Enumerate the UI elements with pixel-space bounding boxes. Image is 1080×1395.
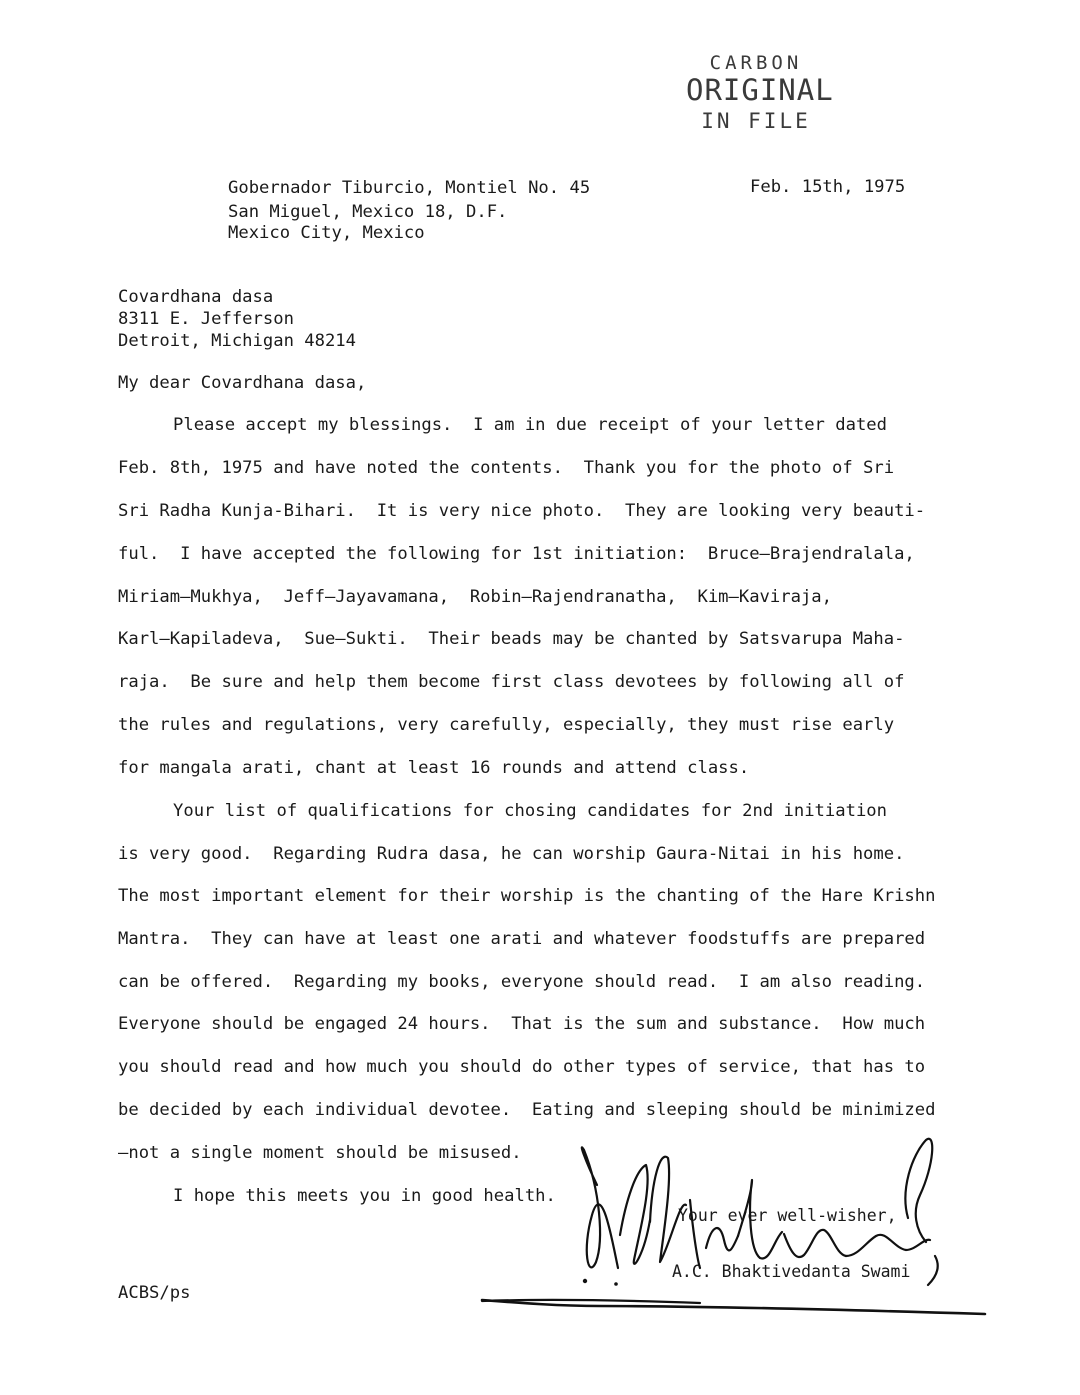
body-line: ful. I have accepted the following for 1st initiation: Bruce—Brajendralala, (118, 544, 915, 564)
body-line: Your list of qualifications for chosing candidates for 2nd initiation (173, 801, 887, 821)
sender-address-line-2: San Miguel, Mexico 18, D.F. (228, 202, 508, 222)
sender-address-line-3: Mexico City, Mexico (228, 223, 425, 243)
recipient-address-line-2: 8311 E. Jefferson (118, 309, 294, 329)
body-line: The most important element for their worship is the chanting of the Hare Krishn (118, 886, 936, 906)
stamp-line-1: CARBON (709, 52, 803, 74)
body-line: raja. Be sure and help them become first class devotees by following all of (118, 672, 905, 692)
body-line: be decided by each individual devotee. Eating and sleeping should be minimized (118, 1100, 936, 1120)
body-line: I hope this meets you in good health. (173, 1186, 556, 1206)
body-line: you should read and how much you should do other types of service, that has to (118, 1057, 926, 1077)
body-line: for mangala arati, chant at least 16 rounds and attend class. (118, 758, 750, 778)
reference-initials: ACBS/ps (118, 1283, 191, 1303)
body-line: Mantra. They can have at least one arati and whatever foodstuffs are prepared (118, 929, 926, 949)
letter-date: Feb. 15th, 1975 (750, 177, 906, 197)
body-line: Sri Radha Kunja-Bihari. It is very nice photo. They are looking very beauti- (118, 501, 926, 521)
stamp-line-2: ORIGINAL (686, 73, 834, 107)
body-line: can be offered. Regarding my books, everyone should read. I am also reading. (118, 972, 926, 992)
stamp-line-3: IN FILE (701, 109, 811, 133)
sender-address-line-1: Gobernador Tiburcio, Montiel No. 45 (228, 178, 591, 198)
body-line: the rules and regulations, very carefully, especially, they must rise early (118, 715, 895, 735)
recipient-address-line-1: Covardhana dasa (118, 287, 274, 307)
body-line: Please accept my blessings. I am in due receipt of your letter dated (173, 415, 887, 435)
body-line: —not a single moment should be misused. (118, 1143, 522, 1163)
closing: Your ever well-wisher, (678, 1206, 897, 1225)
body-line: is very good. Regarding Rudra dasa, he can worship Gaura-Nitai in his home. (118, 844, 905, 864)
signatory-name: A.C. Bhaktivedanta Swami (672, 1262, 911, 1281)
recipient-address-line-3: Detroit, Michigan 48214 (118, 331, 356, 351)
salutation: My dear Covardhana dasa, (118, 373, 367, 393)
body-line: Feb. 8th, 1975 and have noted the contents. Thank you for the photo of Sri (118, 458, 895, 478)
body-line: Karl—Kapiladeva, Sue—Sukti. Their beads may be chanted by Satsvarupa Maha- (118, 629, 905, 649)
body-line: Miriam—Mukhya, Jeff—Jayavamana, Robin—Rajendranatha, Kim—Kaviraja, (118, 587, 832, 607)
body-line: Everyone should be engaged 24 hours. That is the sum and substance. How much (118, 1014, 926, 1034)
